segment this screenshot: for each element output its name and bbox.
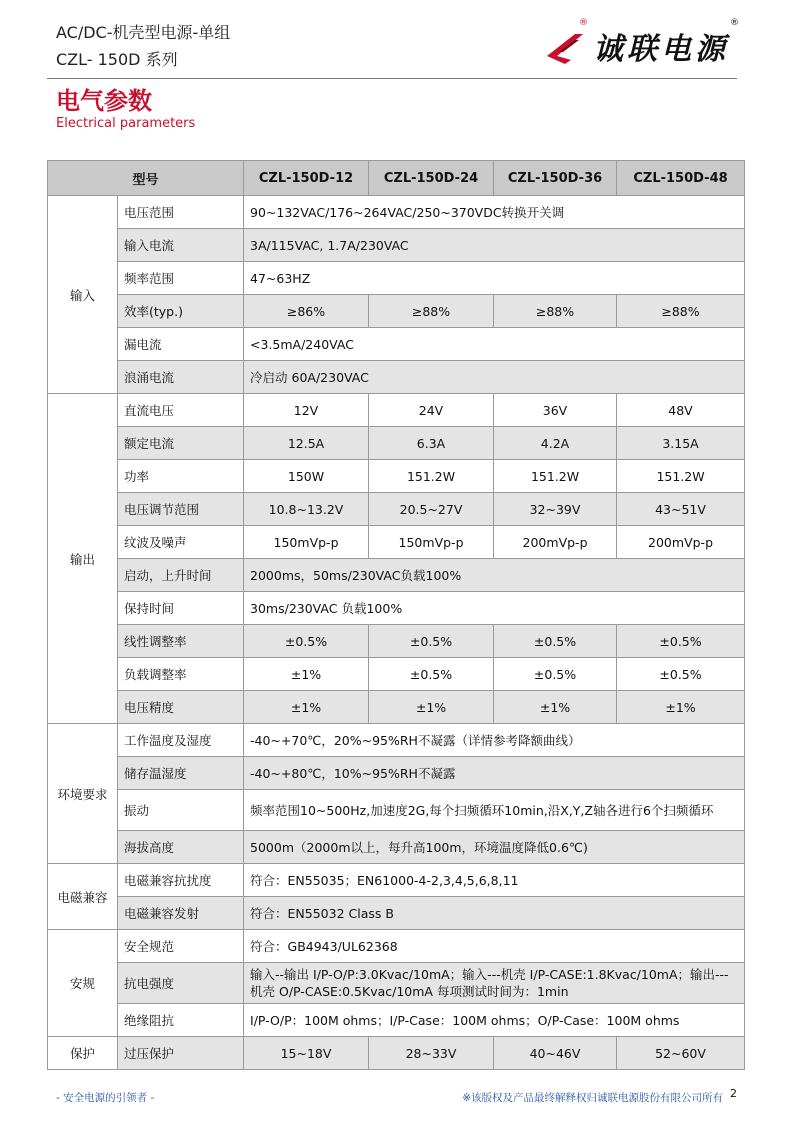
value-cell: ±0.5% bbox=[494, 658, 617, 691]
parameter-cell: 漏电流 bbox=[118, 328, 244, 361]
parameter-cell: 工作温度及湿度 bbox=[118, 724, 244, 757]
value-cell-span: I/P-O/P：100M ohms；I/P-Case：100M ohms；O/P-Case：100M ohms bbox=[244, 1004, 745, 1037]
table-row bbox=[48, 724, 745, 757]
parameter-cell: 输入电流 bbox=[118, 229, 244, 262]
parameter-cell: 电磁兼容发射 bbox=[118, 897, 244, 930]
value-cell: 151.2W bbox=[369, 460, 494, 493]
value-cell: 150mVp-p bbox=[369, 526, 494, 559]
table-row bbox=[48, 262, 745, 295]
table-row bbox=[48, 625, 745, 658]
table-body bbox=[48, 196, 745, 1070]
value-cell: ±0.5% bbox=[617, 625, 745, 658]
value-cell: ≥86% bbox=[244, 295, 369, 328]
section-title-zh: 电气参数 bbox=[56, 87, 152, 115]
category-cell: 输入 bbox=[48, 196, 118, 394]
value-cell: 10.8~13.2V bbox=[244, 493, 369, 526]
value-cell: 15~18V bbox=[244, 1037, 369, 1070]
value-cell: ±1% bbox=[617, 691, 745, 724]
table-row bbox=[48, 658, 745, 691]
brand-name: 诚联电源 bbox=[593, 32, 729, 67]
section-title-en: Electrical parameters bbox=[56, 116, 196, 131]
value-cell: ≥88% bbox=[494, 295, 617, 328]
parameter-cell: 电压精度 bbox=[118, 691, 244, 724]
page-number: 2 bbox=[730, 1087, 737, 1100]
parameter-cell: 电压调节范围 bbox=[118, 493, 244, 526]
value-cell: 150W bbox=[244, 460, 369, 493]
footer-slogan: - 安全电源的引领者 - bbox=[56, 1092, 155, 1104]
document-header bbox=[56, 22, 230, 72]
logo-arrow-icon bbox=[545, 26, 587, 66]
value-cell: 150mVp-p bbox=[244, 526, 369, 559]
value-cell: ±1% bbox=[244, 691, 369, 724]
parameter-cell: 额定电流 bbox=[118, 427, 244, 460]
parameter-cell: 纹波及噪声 bbox=[118, 526, 244, 559]
parameter-cell: 功率 bbox=[118, 460, 244, 493]
parameter-cell: 保持时间 bbox=[118, 592, 244, 625]
parameter-cell: 安全规范 bbox=[118, 930, 244, 963]
product-category: AC/DC-机壳型电源-单组 bbox=[56, 23, 231, 42]
value-cell: ±1% bbox=[494, 691, 617, 724]
value-cell-span: 5000m（2000m以上，每升高100m，环境温度降低0.6℃) bbox=[244, 831, 745, 864]
parameter-cell: 过压保护 bbox=[118, 1037, 244, 1070]
table-row bbox=[48, 394, 745, 427]
value-cell-span: -40~+80℃，10%~95%RH不凝露 bbox=[244, 757, 745, 790]
category-cell: 环境要求 bbox=[48, 724, 118, 864]
value-cell: 3.15A bbox=[617, 427, 745, 460]
value-cell-span: 频率范围10~500Hz,加速度2G,每个扫频循环10min,沿X,Y,Z轴各进行6个扫频循环 bbox=[244, 790, 745, 831]
value-cell: ≥88% bbox=[617, 295, 745, 328]
table-row bbox=[48, 295, 745, 328]
category-cell: 输出 bbox=[48, 394, 118, 724]
parameter-cell: 电压范围 bbox=[118, 196, 244, 229]
table-row bbox=[48, 493, 745, 526]
table-row bbox=[48, 831, 745, 864]
value-cell: 151.2W bbox=[494, 460, 617, 493]
table-row bbox=[48, 691, 745, 724]
model-label: 型号 bbox=[48, 161, 244, 196]
category-cell: 保护 bbox=[48, 1037, 118, 1070]
footer-copyright: ※该版权及产品最终解释权归诚联电源股份有限公司所有 bbox=[462, 1092, 723, 1104]
parameter-cell: 线性调整率 bbox=[118, 625, 244, 658]
value-cell: 12V bbox=[244, 394, 369, 427]
parameter-cell: 效率(typ.) bbox=[118, 295, 244, 328]
table-row bbox=[48, 757, 745, 790]
table-row bbox=[48, 460, 745, 493]
table-row bbox=[48, 559, 745, 592]
category-cell: 电磁兼容 bbox=[48, 864, 118, 930]
table-row bbox=[48, 1037, 745, 1070]
table-row bbox=[48, 930, 745, 963]
value-cell-span: 30ms/230VAC 负载100% bbox=[244, 592, 745, 625]
value-cell-span: 90~132VAC/176~264VAC/250~370VDC转换开关调 bbox=[244, 196, 745, 229]
value-cell: 52~60V bbox=[617, 1037, 745, 1070]
value-cell: 43~51V bbox=[617, 493, 745, 526]
value-cell: 151.2W bbox=[617, 460, 745, 493]
value-cell-span: 2000ms，50ms/230VAC负载100% bbox=[244, 559, 745, 592]
value-cell: ±1% bbox=[244, 658, 369, 691]
value-cell: 12.5A bbox=[244, 427, 369, 460]
value-cell: ±1% bbox=[369, 691, 494, 724]
value-cell: ±0.5% bbox=[244, 625, 369, 658]
value-cell: 200mVp-p bbox=[617, 526, 745, 559]
value-cell-span: <3.5mA/240VAC bbox=[244, 328, 745, 361]
value-cell: 4.2A bbox=[494, 427, 617, 460]
parameter-cell: 启动，上升时间 bbox=[118, 559, 244, 592]
parameter-cell: 振动 bbox=[118, 790, 244, 831]
model-header: CZL-150D-12 bbox=[244, 161, 369, 196]
parameter-cell: 电磁兼容抗扰度 bbox=[118, 864, 244, 897]
table-row bbox=[48, 963, 745, 1004]
registered-mark: ® bbox=[579, 18, 588, 28]
value-cell-span: 47~63HZ bbox=[244, 262, 745, 295]
category-cell: 安规 bbox=[48, 930, 118, 1037]
value-cell-span: 符合：EN55032 Class B bbox=[244, 897, 745, 930]
value-cell: 6.3A bbox=[369, 427, 494, 460]
parameter-cell: 绝缘阻抗 bbox=[118, 1004, 244, 1037]
model-header: CZL-150D-36 bbox=[494, 161, 617, 196]
table-row bbox=[48, 526, 745, 559]
value-cell-span: 符合：EN55035；EN61000-4-2,3,4,5,6,8,11 bbox=[244, 864, 745, 897]
table-row bbox=[48, 897, 745, 930]
value-cell-span: 3A/115VAC, 1.7A/230VAC bbox=[244, 229, 745, 262]
parameter-cell: 抗电强度 bbox=[118, 963, 244, 1004]
series-name: CZL- 150D 系列 bbox=[56, 50, 178, 69]
value-cell-span: -40~+70℃，20%~95%RH不凝露（详情参考降额曲线） bbox=[244, 724, 745, 757]
value-cell: 28~33V bbox=[369, 1037, 494, 1070]
header-divider bbox=[47, 78, 737, 79]
value-cell-span: 输入--输出 I/P-O/P:3.0Kvac/10mA；输入---机壳 I/P-CASE:1.8Kvac/10mA；输出---机壳 O/P-CASE:0.5Kvac/10mA 每项测试时间为：1min bbox=[244, 963, 745, 1004]
value-cell: ±0.5% bbox=[494, 625, 617, 658]
table-row bbox=[48, 196, 745, 229]
value-cell: ±0.5% bbox=[617, 658, 745, 691]
parameter-cell: 储存温湿度 bbox=[118, 757, 244, 790]
registered-mark: ® bbox=[730, 18, 739, 28]
parameter-cell: 频率范围 bbox=[118, 262, 244, 295]
value-cell: ±0.5% bbox=[369, 625, 494, 658]
value-cell: 32~39V bbox=[494, 493, 617, 526]
value-cell: 40~46V bbox=[494, 1037, 617, 1070]
section-title bbox=[56, 86, 195, 132]
parameter-cell: 直流电压 bbox=[118, 394, 244, 427]
table-header-row bbox=[48, 161, 745, 196]
model-header: CZL-150D-48 bbox=[617, 161, 745, 196]
model-header: CZL-150D-24 bbox=[369, 161, 494, 196]
value-cell: 24V bbox=[369, 394, 494, 427]
table-row bbox=[48, 790, 745, 831]
parameter-cell: 海拔高度 bbox=[118, 831, 244, 864]
table-row bbox=[48, 328, 745, 361]
value-cell: 200mVp-p bbox=[494, 526, 617, 559]
table-row bbox=[48, 427, 745, 460]
parameter-cell: 负载调整率 bbox=[118, 658, 244, 691]
brand-logo bbox=[545, 18, 739, 74]
table-row bbox=[48, 864, 745, 897]
parameter-cell: 浪涌电流 bbox=[118, 361, 244, 394]
value-cell-span: 符合：GB4943/UL62368 bbox=[244, 930, 745, 963]
value-cell: 36V bbox=[494, 394, 617, 427]
value-cell: 20.5~27V bbox=[369, 493, 494, 526]
value-cell-span: 冷启动 60A/230VAC bbox=[244, 361, 745, 394]
value-cell: 48V bbox=[617, 394, 745, 427]
table-row bbox=[48, 361, 745, 394]
value-cell: ±0.5% bbox=[369, 658, 494, 691]
table-row bbox=[48, 592, 745, 625]
table-row bbox=[48, 229, 745, 262]
value-cell: ≥88% bbox=[369, 295, 494, 328]
table-row bbox=[48, 1004, 745, 1037]
electrical-parameters-table bbox=[47, 160, 745, 1070]
